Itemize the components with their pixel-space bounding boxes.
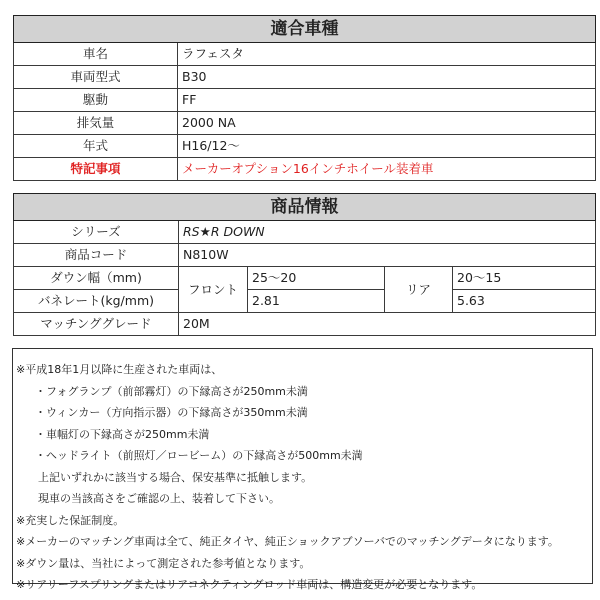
model-code-label: 車両型式 (14, 66, 178, 89)
note-line: 上記いずれかに該当する場合、保安基準に抵触します。 (38, 470, 313, 484)
table-row (14, 221, 596, 244)
fitment-table (13, 15, 596, 181)
table-row (14, 267, 596, 290)
table-row (14, 313, 596, 336)
table-row (14, 43, 596, 66)
special-notes-label: 特記事項 (14, 158, 178, 181)
front-spring-value: 2.81 (248, 290, 385, 313)
down-width-label: ダウン幅（mm) (14, 267, 179, 290)
displacement-value: 2000 NA (178, 112, 596, 135)
matching-grade-value: 20M (179, 313, 596, 336)
matching-grade-label: マッチンググレード (14, 313, 179, 336)
product-code-label: 商品コード (14, 244, 179, 267)
note-line: ※ダウン量は、当社によって測定された参考値となります。 (16, 556, 311, 570)
front-label: フロント (179, 267, 248, 313)
note-line: ・フォグランプ（前部霧灯）の下縁高さが250mm未満 (35, 384, 308, 398)
note-line: ※メーカーのマッチング車両は全て、純正タイヤ、純正ショックアブソーバでのマッチングデータになります。 (16, 535, 559, 548)
special-notes-value: メーカーオプション16インチホイール装着車 (178, 158, 596, 181)
fitment-title: 適合車種 (14, 16, 596, 43)
displacement-label: 排気量 (14, 112, 178, 135)
rear-label: リア (385, 267, 453, 313)
car-name-value: ラフェスタ (178, 43, 596, 66)
table-row (14, 158, 596, 181)
note-line: ・車幅灯の下縁高さが250mm未満 (35, 427, 210, 441)
note-line: ・ヘッドライト（前照灯／ロービーム）の下縁高さが500mm未満 (35, 449, 363, 462)
drive-label: 駆動 (14, 89, 178, 112)
year-label: 年式 (14, 135, 178, 158)
table-row (14, 66, 596, 89)
product-code-value: N810W (179, 244, 596, 267)
car-name-label: 車名 (14, 43, 178, 66)
note-line: ・ウィンカー（方向指示器）の下縁高さが350mm未満 (35, 406, 308, 419)
note-line: ※充実した保証制度。 (16, 513, 125, 527)
note-line: ※リアリーフスプリングまたはリアコネクティングロッド車両は、構造変更が必要となります。 (16, 578, 483, 591)
note-line: ※平成18年1月以降に生産された車両は、 (16, 363, 223, 376)
table-row (14, 290, 596, 313)
rear-down-value: 20～15 (453, 267, 596, 290)
drive-value: FF (178, 89, 596, 112)
table-row (14, 244, 596, 267)
series-value: RS★R DOWN (179, 221, 596, 244)
table-row (14, 135, 596, 158)
rear-spring-value: 5.63 (453, 290, 596, 313)
series-label: シリーズ (14, 221, 179, 244)
product-table (13, 193, 596, 336)
spring-rate-label: バネレート(kg/mm) (14, 290, 179, 313)
year-value: H16/12～ (178, 135, 596, 158)
front-down-value: 25～20 (248, 267, 385, 290)
model-code-value: B30 (178, 66, 596, 89)
note-line: 現車の当該高さをご確認の上、装着して下さい。 (38, 492, 280, 505)
notes-box (12, 348, 593, 591)
table-row (14, 112, 596, 135)
table-row (14, 89, 596, 112)
product-title: 商品情報 (14, 194, 596, 221)
